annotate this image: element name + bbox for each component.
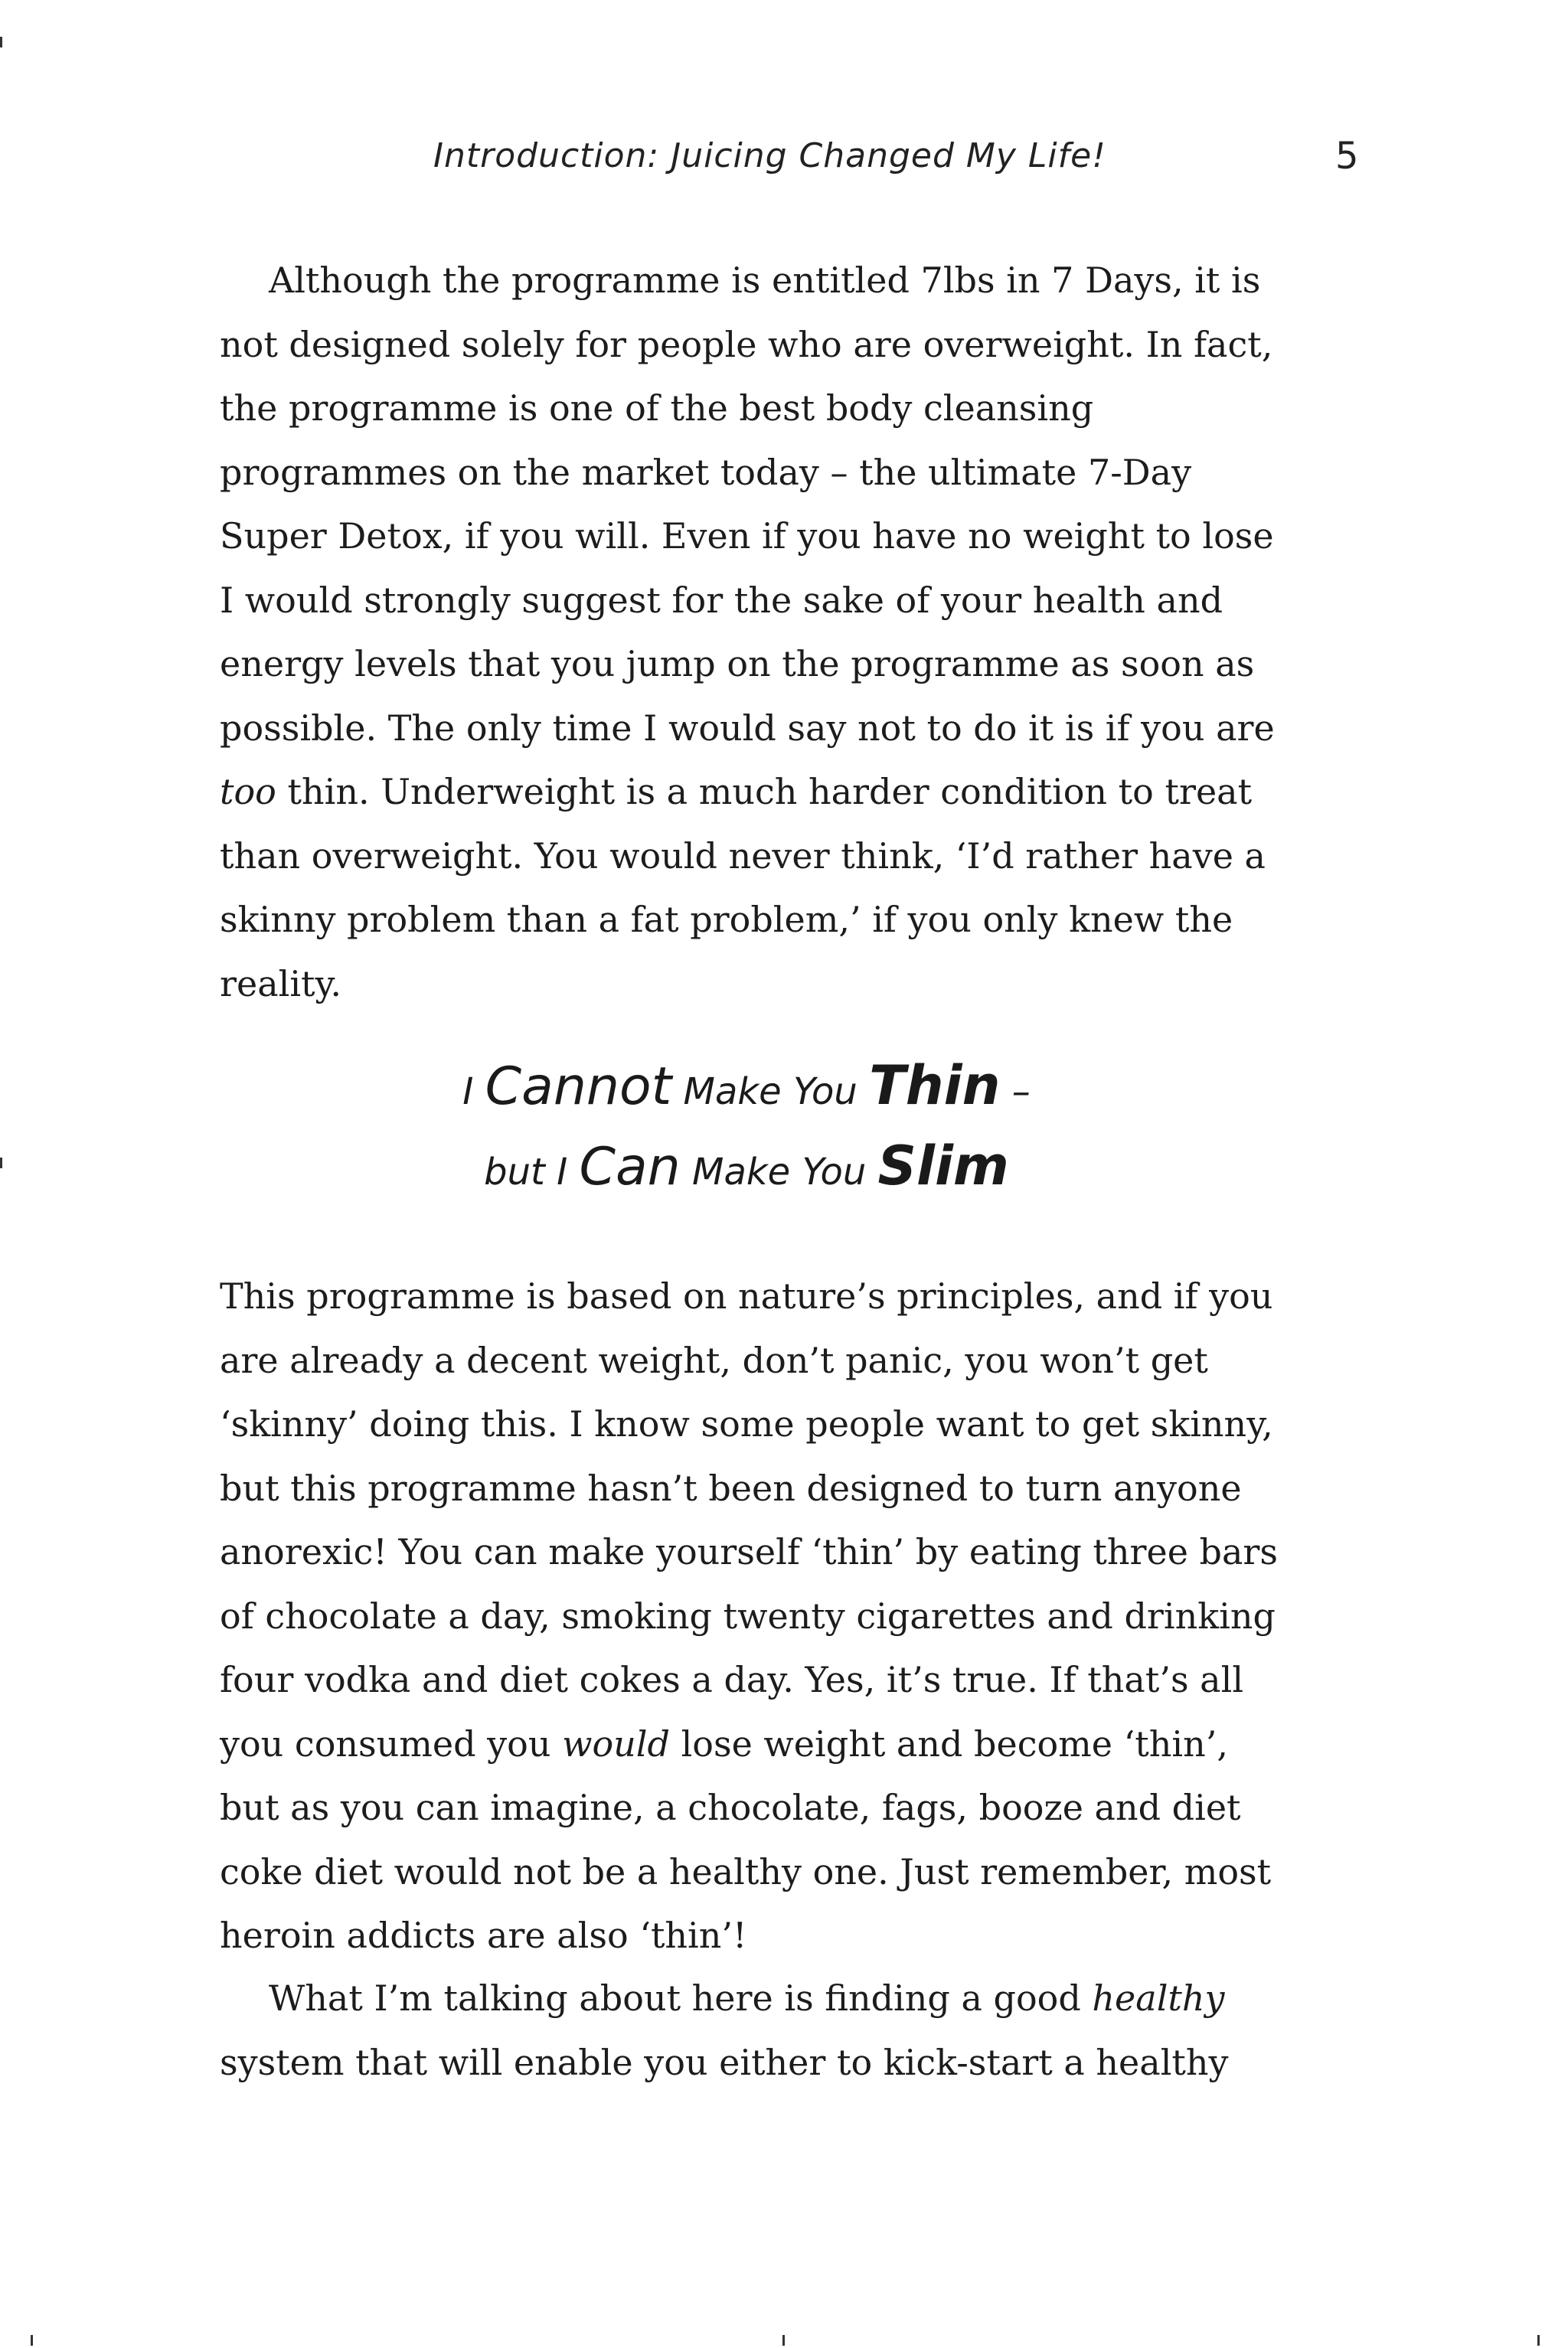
heading-fragment: Cannot	[485, 1056, 672, 1117]
paragraph-line: are already a decent weight, don’t panic, you won’t get	[220, 1339, 1208, 1381]
paragraph-line: ‘skinny’ doing this. I know some people want to get skinny,	[220, 1403, 1273, 1445]
italic-emphasis: healthy	[1092, 1977, 1225, 2019]
paragraph-line: heroin addicts are also ‘thin’!	[220, 1915, 747, 1956]
paragraph-1	[220, 249, 1322, 1016]
paragraph-line: programmes on the market today – the ultimate 7-Day	[220, 451, 1192, 493]
paragraph-3	[220, 1967, 1322, 2095]
page-number: 5	[1335, 135, 1359, 178]
paragraph-line: four vodka and diet cokes a day. Yes, it’s true. If that’s all	[220, 1659, 1244, 1700]
italic-emphasis: too	[220, 771, 276, 812]
paragraph-line: This programme is based on nature’s principles, and if you	[220, 1275, 1273, 1317]
section-heading	[0, 1053, 1493, 1213]
heading-fragment: –	[1000, 1070, 1031, 1113]
heading-fragment: I	[462, 1070, 485, 1113]
line-text: lose weight and become ‘thin’,	[669, 1723, 1228, 1765]
paragraph-line	[220, 760, 1322, 825]
paragraph-line: anorexic! You can make yourself ‘thin’ by eating three bars	[220, 1531, 1279, 1572]
crop-mark-bottom-left	[31, 2335, 33, 2346]
paragraph-line: but as you can imagine, a chocolate, fags, booze and diet	[220, 1787, 1241, 1828]
paragraph-line: I would strongly suggest for the sake of your health and	[220, 579, 1223, 621]
paragraph-line: Although the programme is entitled 7lbs in 7 Days, it is	[269, 260, 1261, 301]
paragraph-line: of chocolate a day, smoking twenty cigarettes and drinking	[220, 1595, 1276, 1637]
heading-fragment: Thin	[869, 1054, 1001, 1117]
heading-fragment: Make You	[671, 1070, 870, 1113]
paragraph-line: coke diet would not be a healthy one. Just remember, most	[220, 1850, 1272, 1892]
crop-mark-left-middle	[0, 1158, 2, 1168]
line-text: you consumed you	[220, 1723, 563, 1765]
crop-mark-bottom-center	[782, 2335, 785, 2346]
heading-fragment: but I	[484, 1151, 580, 1194]
crop-mark-left-top	[0, 37, 2, 47]
crop-mark-bottom-right	[1537, 2335, 1540, 2346]
paragraph-line: not designed solely for people who are overweight. In fact,	[220, 323, 1273, 365]
paragraph-line	[220, 1967, 1322, 2031]
paragraph-line: the programme is one of the best body cleansing	[220, 387, 1094, 429]
section-heading-line-2	[0, 1133, 1493, 1213]
paragraph-line: than overweight. You would never think, ‘I’d rather have a	[220, 834, 1266, 877]
paragraph-line: possible. The only time I would say not to do it is if you are	[220, 707, 1275, 749]
heading-fragment: Make You	[680, 1151, 878, 1194]
heading-fragment: Slim	[877, 1135, 1009, 1197]
paragraph-line: system that will enable you either to kick-start a healthy	[220, 2041, 1229, 2083]
line-text: thin. Underweight is a much harder condition to treat	[276, 771, 1253, 812]
line-text: What I’m talking about here is finding a good	[269, 1977, 1093, 2019]
paragraph-line: reality.	[220, 962, 342, 1004]
italic-emphasis: would	[562, 1723, 670, 1765]
paragraph-line: energy levels that you jump on the programme as soon as	[220, 643, 1255, 684]
paragraph-line: Super Detox, if you will. Even if you have no weight to lose	[220, 515, 1274, 557]
paragraph-2	[220, 1265, 1322, 1968]
paragraph-line: skinny problem than a fat problem,’ if you only knew the	[220, 899, 1233, 940]
paragraph-line	[220, 1713, 1322, 1777]
heading-fragment: Can	[579, 1137, 681, 1197]
running-head-title: Introduction: Juicing Changed My Life!	[433, 136, 1106, 175]
section-heading-line-1	[0, 1053, 1493, 1133]
paragraph-line: but this programme hasn’t been designed to turn anyone	[220, 1467, 1242, 1509]
